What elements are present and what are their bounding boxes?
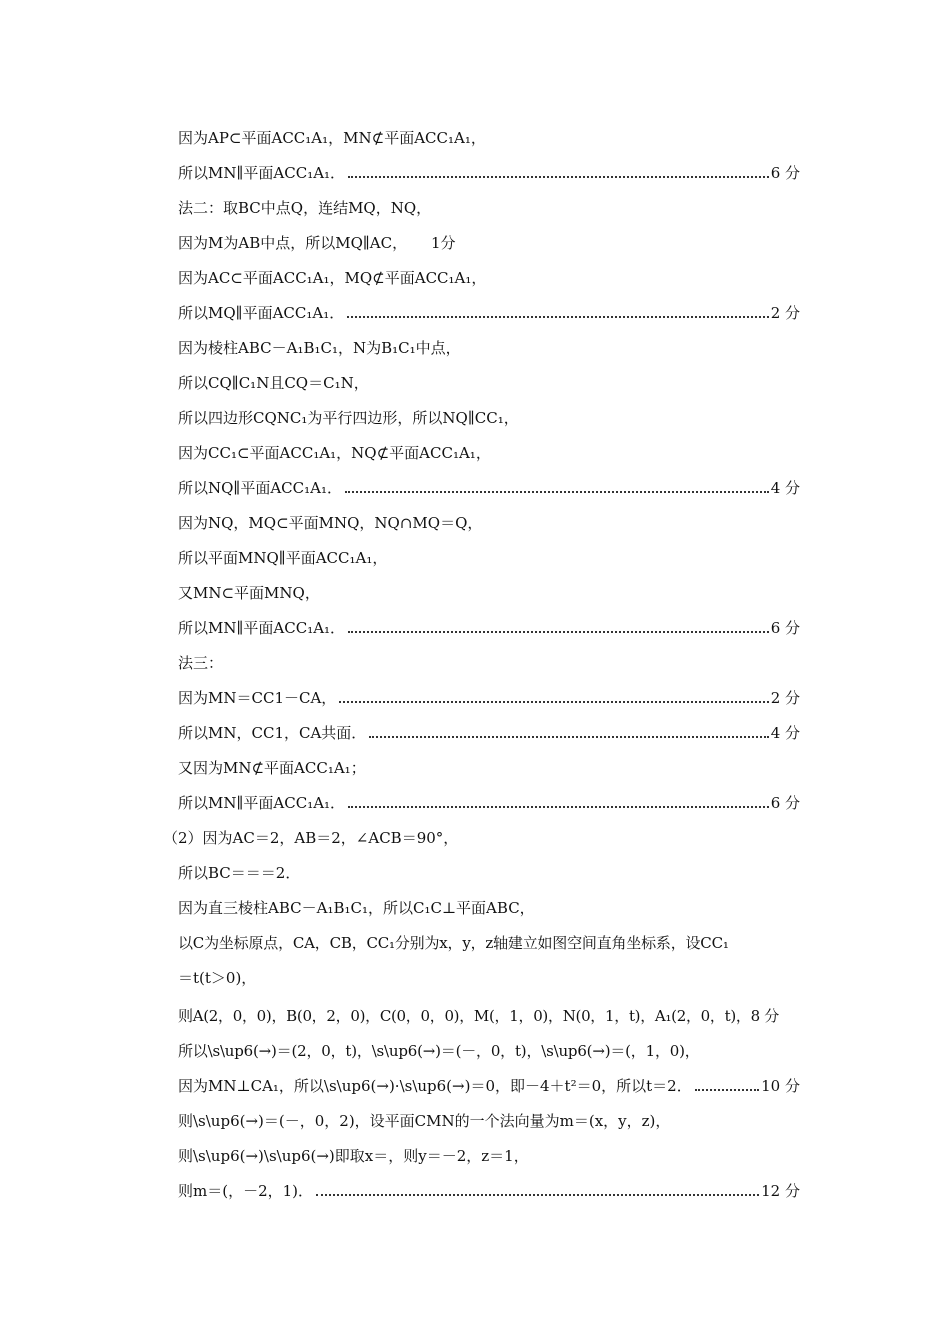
line-text: 所以MN∥平面ACC₁A₁． [178,619,346,637]
score-label: 2 分 [770,304,800,322]
dotted-leader [339,701,768,703]
dotted-leader [348,806,769,808]
text-line: 则A(2，0，0)，B(0，2，0)，C(0，0，0)，M(，1，0)，N(0，1，t)，A₁(2，0，t)，8 分 [178,1007,780,1025]
score-line [178,1180,800,1202]
score-label: 6 分 [770,794,800,812]
score-label: 6 分 [770,164,800,182]
text-line: （2）因为AC＝2，AB＝2，∠ACB＝90°， [163,829,459,847]
text-line: ＝t(t＞0)， [178,969,257,987]
text-line: 所以四边形CQNC₁为平行四边形，所以NQ∥CC₁， [178,409,519,427]
text-line: 因为AP⊂平面ACC₁A₁，MN⊄平面ACC₁A₁， [178,129,486,147]
text-line: 因为AC⊂平面ACC₁A₁，MQ⊄平面ACC₁A₁， [178,269,487,287]
text-line: 所以CQ∥C₁N且CQ＝C₁N， [178,374,369,392]
text-line: 法三： [178,654,224,672]
dotted-leader [695,1089,759,1091]
text-line: 所以BC＝＝＝2． [178,864,301,882]
score-label: 6 分 [770,619,800,637]
score-label: 2 分 [770,689,800,707]
line-text: 因为MN＝CC1－CA， [178,689,337,707]
text-line: 又MN⊂平面MNQ， [178,584,320,602]
score-label: 4 分 [770,724,800,742]
text-line: 因为M为AB中点，所以MQ∥AC， 1分 [178,234,456,252]
dotted-leader [369,736,768,738]
line-text: 所以MN∥平面ACC₁A₁． [178,794,346,812]
text-line: 所以平面MNQ∥平面ACC₁A₁， [178,549,388,567]
dotted-leader [348,176,769,178]
text-line: 则\s\up6(→)\s\up6(→)即取x＝，则y＝－2，z＝1， [178,1147,529,1165]
text-line: 则\s\up6(→)＝(－，0，2)，设平面CMN的一个法向量为m＝(x，y，z)， [178,1112,671,1130]
score-line [178,477,800,499]
line-text: 则m＝(，－2，1)． [178,1182,314,1200]
line-text: 所以NQ∥平面ACC₁A₁． [178,479,342,497]
score-label: 4 分 [770,479,800,497]
dotted-leader [347,316,768,318]
score-line [178,792,800,814]
dotted-leader [348,631,769,633]
line-text: 因为MN⊥CA₁，所以\s\up6(→)·\s\up6(→)＝0，即－4＋t²＝0，所以t＝2． [178,1077,692,1095]
text-line: 所以\s\up6(→)＝(2，0，t)，\s\up6(→)＝(－，0，t)，\s\up6(→)＝(，1，0)， [178,1042,700,1060]
text-line: 以C为坐标原点，CA，CB，CC₁分别为x，y，z轴建立如图空间直角坐标系，设CC₁ [178,934,729,952]
text-line: 因为NQ，MQ⊂平面MNQ，NQ∩MQ＝Q， [178,514,483,532]
score-label: 10 分 [761,1077,800,1095]
score-line [178,687,800,709]
score-line [178,162,800,184]
score-line [178,302,800,324]
line-text: 所以MQ∥平面ACC₁A₁． [178,304,345,322]
text-line: 法二：取BC中点Q，连结MQ，NQ， [178,199,432,217]
text-line: 因为棱柱ABC－A₁B₁C₁，N为B₁C₁中点， [178,339,461,357]
dotted-leader [316,1194,759,1196]
score-line [178,1075,800,1097]
dotted-leader [345,491,769,493]
score-line [178,722,800,744]
text-line: 因为CC₁⊂平面ACC₁A₁，NQ⊄平面ACC₁A₁， [178,444,491,462]
line-text: 所以MN∥平面ACC₁A₁． [178,164,346,182]
score-label: 12 分 [761,1182,800,1200]
text-line: 因为直三棱柱ABC－A₁B₁C₁，所以C₁C⊥平面ABC， [178,899,535,917]
score-line [178,617,800,639]
line-text: 所以MN，CC1，CA共面． [178,724,367,742]
text-line: 又因为MN⊄平面ACC₁A₁； [178,759,366,777]
